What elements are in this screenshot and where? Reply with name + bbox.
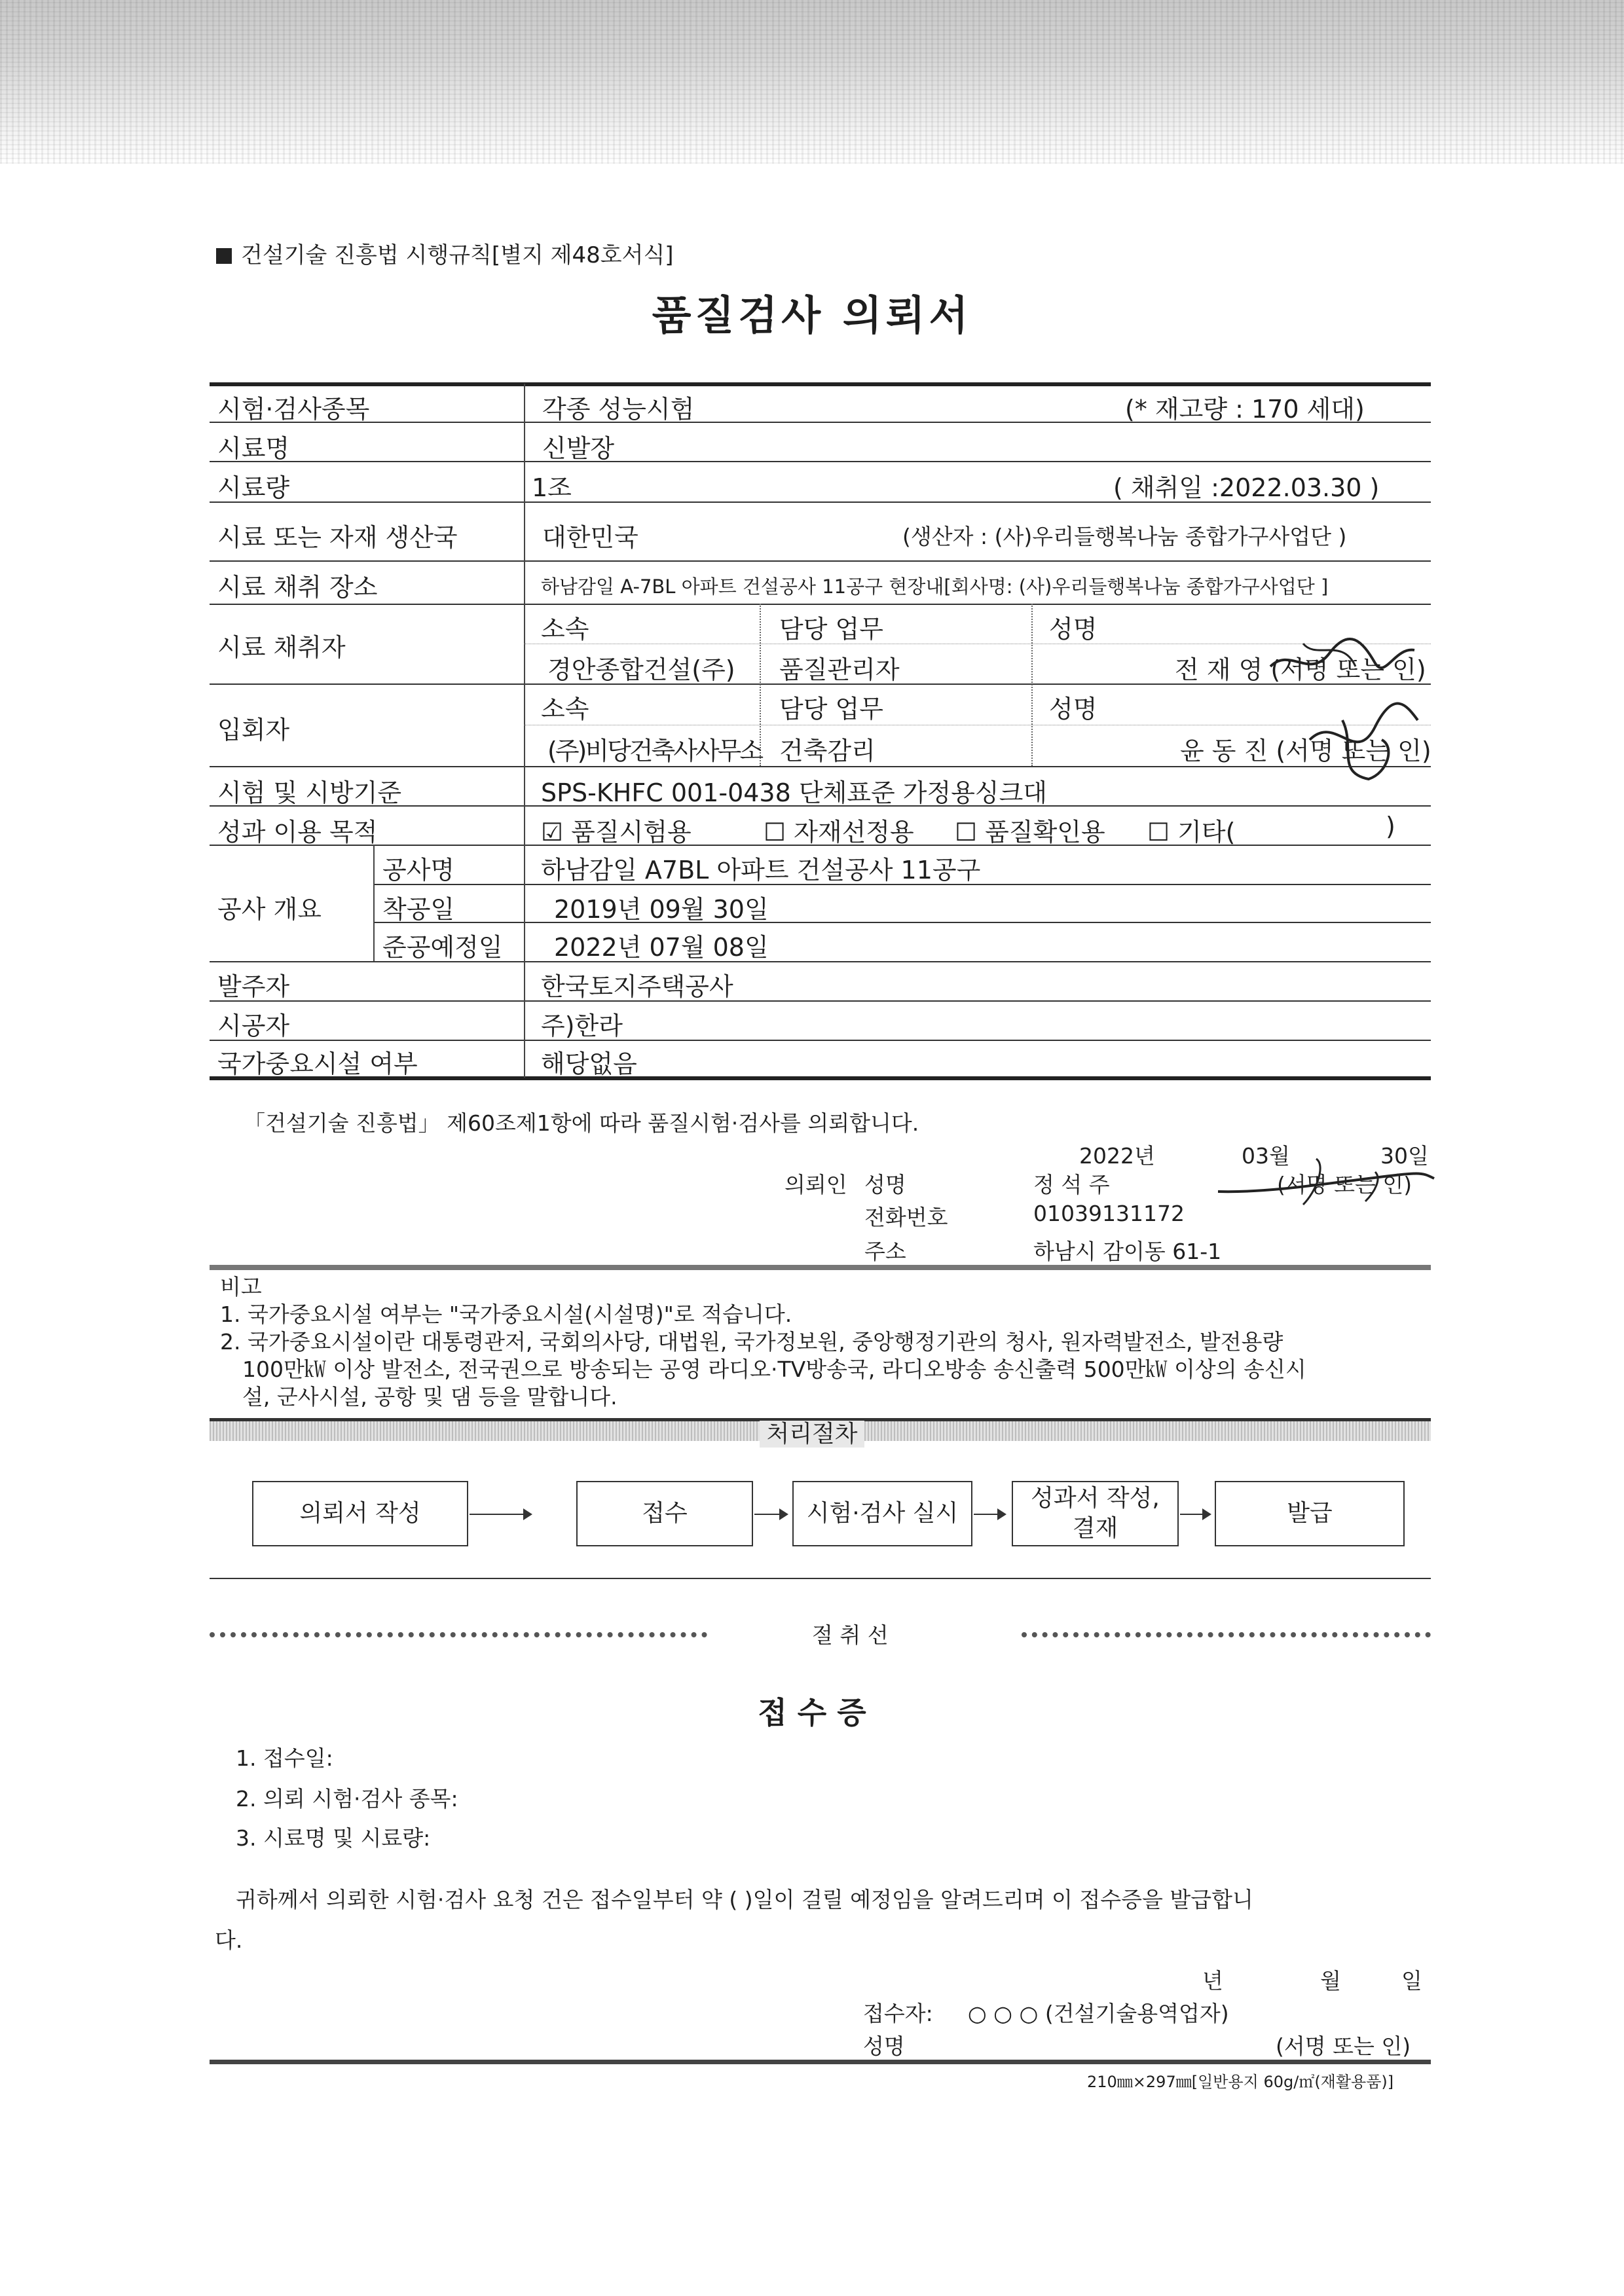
receipt-item-2: 2. 의뢰 시험·검사 종목: — [236, 1786, 458, 1812]
page-title: 품질검사 의뢰서 — [652, 291, 972, 339]
notes-title: 비고 — [220, 1274, 262, 1300]
receipt-notice-line-2: 다. — [215, 1927, 243, 1953]
procedure-bottom-line — [210, 1578, 1431, 1579]
standard-label: 시험 및 시방기준 — [217, 778, 402, 807]
cut-line-label: 절 취 선 — [812, 1622, 889, 1648]
witness-signature — [1297, 701, 1428, 786]
purpose-close-paren: ) — [1386, 812, 1395, 841]
sampler-duty-header: 담당 업무 — [779, 615, 883, 644]
purpose-option-quality-test[interactable]: ☑ 품질시험용 — [541, 818, 692, 847]
project-name-label: 공사명 — [382, 856, 455, 884]
step-report-approve: 성과서 작성, 결재 — [1012, 1481, 1179, 1546]
witness-affiliation-header: 소속 — [541, 695, 589, 723]
location-value: 하남감일 A-7BL 아파트 건설공사 11공구 현장내[회사명: (사)우리들행복나눔 종합가구사업단 ] — [541, 575, 1329, 598]
paper-spec: 210㎜×297㎜[일반용지 60g/㎡(재활용품)] — [1087, 2073, 1394, 2091]
scan-noise-band — [0, 0, 1624, 164]
row-line — [210, 461, 1431, 462]
receipt-day-label: 일 — [1401, 1968, 1422, 1994]
address-label: 주소 — [864, 1239, 906, 1264]
receipt-bottom-border — [210, 2060, 1431, 2064]
request-day: 30일 — [1380, 1143, 1429, 1169]
step-test-inspect: 시험·검사 실시 — [792, 1481, 972, 1546]
request-statement: 「건설기술 진흥법」 제60조제1항에 따라 품질시험·검사를 의뢰합니다. — [244, 1110, 919, 1136]
requester-name: 정 석 주 — [1033, 1172, 1110, 1197]
cut-line-left — [210, 1632, 707, 1637]
finish-date-label: 준공예정일 — [382, 933, 503, 962]
location-label: 시료 채취 장소 — [217, 573, 378, 602]
purpose-option-quality-check[interactable]: ☐ 품질확인용 — [955, 818, 1105, 847]
label-column-divider — [524, 384, 525, 1078]
facility-label: 국가중요시설 여부 — [217, 1049, 418, 1078]
project-name-value: 하남감일 A7BL 아파트 건설공사 11공구 — [541, 856, 981, 884]
start-date-value: 2019년 09월 30일 — [554, 895, 769, 924]
row-line — [373, 922, 1431, 923]
sample-name-value: 신발장 — [542, 434, 615, 463]
step-write-request: 의뢰서 작성 — [252, 1481, 468, 1546]
sample-name-label: 시료명 — [217, 434, 290, 463]
test-item-label: 시험·검사종목 — [217, 395, 370, 424]
note-item-2-line-2: 100만㎾ 이상 발전소, 전국권으로 방송되는 공영 라디오·TV방송국, 라디오방송 송신출력 500만㎾ 이상의 송신시 — [242, 1357, 1306, 1382]
requester-signature — [1211, 1152, 1441, 1211]
checkbox-icon: ☐ — [1147, 818, 1170, 847]
receipt-item-3: 3. 시료명 및 시료량: — [236, 1825, 431, 1851]
receipt-month-label: 월 — [1320, 1968, 1341, 1994]
arrow-right-icon — [470, 1514, 530, 1515]
receipt-item-1: 1. 접수일: — [236, 1745, 333, 1771]
requester-label: 의뢰인 — [784, 1172, 847, 1197]
sampler-duty: 품질관리자 — [779, 655, 900, 684]
requester-name-label: 성명 — [864, 1172, 906, 1197]
legal-basis-text: 건설기술 진흥법 시행규칙[별지 제48호서식] — [241, 242, 674, 268]
checkbox-icon: ☐ — [955, 818, 978, 847]
sample-qty-value: 1조 — [532, 473, 572, 502]
request-month: 03월 — [1242, 1143, 1290, 1169]
test-item-value: 각종 성능시험 — [542, 395, 695, 424]
row-line — [210, 1000, 1431, 1002]
witness-duty-header: 담당 업무 — [779, 695, 883, 723]
request-year: 2022년 — [1079, 1143, 1155, 1169]
start-date-label: 착공일 — [382, 895, 455, 924]
sampler-affiliation-header: 소속 — [541, 615, 589, 644]
arrow-right-icon — [974, 1514, 1004, 1515]
arrow-right-icon — [1180, 1514, 1209, 1515]
client-value: 한국토지주택공사 — [541, 972, 733, 1001]
procedure-title: 처리절차 — [0, 1415, 1624, 1449]
overview-label: 공사 개요 — [217, 895, 322, 924]
sub-column-divider — [1031, 604, 1033, 766]
row-line — [210, 1040, 1431, 1041]
note-item-2-line-3: 설, 군사시설, 공항 및 댐 등을 말합니다. — [242, 1384, 618, 1410]
note-item-1: 1. 국가중요시설 여부는 "국가중요시설(시설명)"로 적습니다. — [220, 1302, 792, 1327]
purpose-label: 성과 이용 목적 — [217, 818, 378, 847]
sampler-label: 시료 채취자 — [217, 633, 346, 662]
sampler-affiliation: 경안종합건설(주) — [547, 655, 735, 684]
sample-qty-label: 시료량 — [217, 473, 290, 502]
overview-divider — [373, 845, 375, 961]
sampler-signature — [1264, 634, 1421, 686]
witness-name: 윤 동 진 (서명 또는 인) — [1180, 737, 1431, 765]
producer-note: (생산자 : (사)우리들행복나눔 종합가구사업단 ) — [902, 524, 1347, 549]
sampling-date: ( 채취일 :2022.03.30 ) — [1113, 473, 1380, 502]
finish-date-value: 2022년 07월 08일 — [554, 933, 769, 962]
sampler-name-header: 성명 — [1049, 615, 1098, 644]
address-value: 하남시 감이동 61-1 — [1033, 1239, 1222, 1264]
standard-value: SPS-KHFC 001-0438 단체표준 가정용싱크대 — [541, 778, 1048, 807]
checked-box-icon: ☑ — [541, 818, 564, 847]
checkbox-icon: ☐ — [764, 818, 786, 847]
form-top-border — [210, 382, 1431, 386]
step-issue: 발급 — [1215, 1481, 1405, 1546]
sampler-name: 전 재 영 (서명 또는 인) — [1175, 655, 1426, 684]
contractor-value: 주)한라 — [541, 1011, 623, 1040]
receipt-title: 접 수 증 — [758, 1695, 866, 1730]
purpose-option-material-select[interactable]: ☐ 자재선정용 — [764, 818, 914, 847]
stock-note: (* 재고량 : 170 세대) — [1125, 395, 1365, 424]
receiver-sign-note: (서명 또는 인) — [1276, 2033, 1411, 2059]
contractor-label: 시공자 — [217, 1011, 290, 1040]
facility-value: 해당없음 — [541, 1049, 637, 1078]
row-line — [210, 560, 1431, 562]
witness-label: 입회자 — [217, 716, 290, 744]
note-item-2-line-1: 2. 국가중요시설이란 대통령관저, 국회의사당, 대법원, 국가정보원, 중앙행정기관의 청사, 원자력발전소, 발전용량 — [220, 1329, 1283, 1355]
phone-label: 전화번호 — [864, 1205, 948, 1230]
purpose-option-other[interactable]: ☐ 기타( — [1147, 818, 1236, 847]
cut-line-right — [1022, 1632, 1431, 1637]
receiver-value: ○ ○ ○ (건설기술용역업자) — [968, 2001, 1229, 2026]
receiver-label: 접수자: — [863, 2001, 933, 2026]
witness-affiliation: (주)비당건축사사무소 — [547, 737, 762, 765]
notes-top-band — [210, 1265, 1431, 1270]
phone-value: 01039131172 — [1033, 1201, 1185, 1226]
square-bullet-icon — [216, 248, 232, 264]
requester-sign-note: (서명 또는 인) — [1277, 1172, 1412, 1197]
receiver-name-label: 성명 — [863, 2033, 905, 2059]
legal-basis — [216, 237, 674, 269]
receipt-year-label: 년 — [1202, 1968, 1223, 1994]
origin-label: 시료 또는 자재 생산국 — [217, 523, 458, 552]
witness-duty: 건축감리 — [779, 737, 876, 765]
witness-name-header: 성명 — [1049, 695, 1098, 723]
client-label: 발주자 — [217, 972, 290, 1001]
row-line — [210, 604, 1431, 605]
origin-value: 대한민국 — [542, 523, 638, 552]
arrow-right-icon — [754, 1514, 786, 1515]
step-receive: 접수 — [576, 1481, 753, 1546]
receipt-notice-line-1: 귀하께서 의뢰한 시험·검사 요청 건은 접수일부터 약 ( )일이 걸릴 예정임을 알려드리며 이 접수증을 발급합니 — [236, 1887, 1253, 1912]
